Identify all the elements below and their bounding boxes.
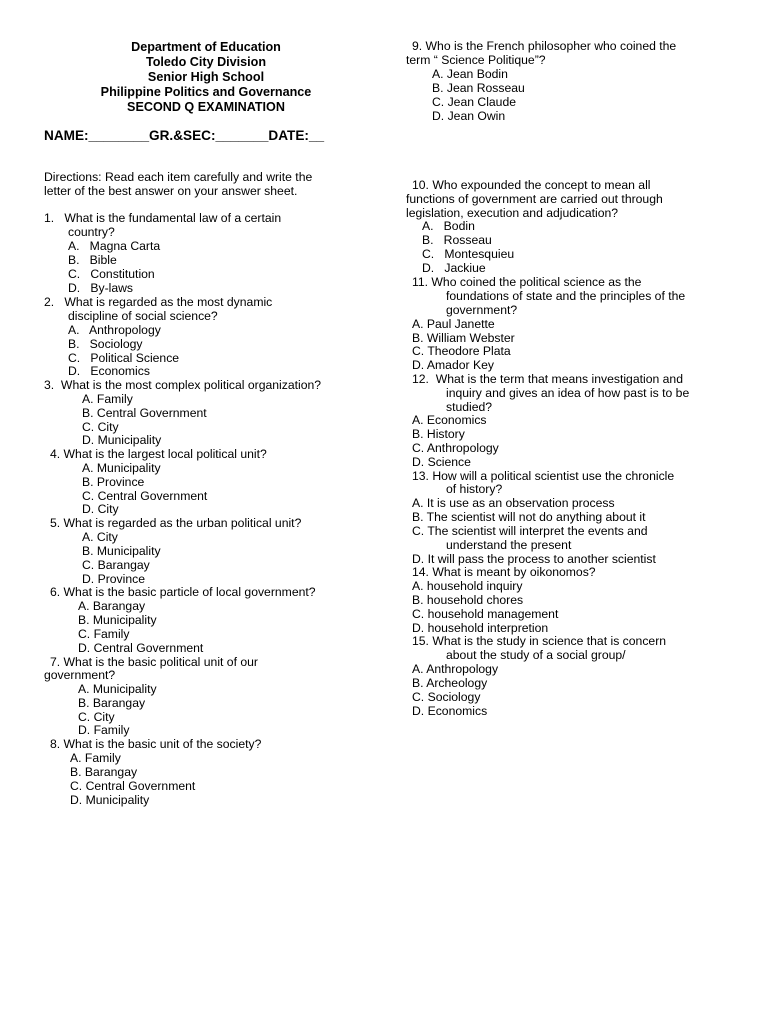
- header-subject: Philippine Politics and Governance: [100, 85, 312, 99]
- answer-choice: C. City: [82, 420, 119, 434]
- question-text: 2. What is regarded as the most dynamic: [44, 295, 273, 309]
- directions-line: letter of the best answer on your answer sheet.: [44, 184, 298, 198]
- answer-choice: C. Theodore Plata: [412, 344, 511, 358]
- question-text: 5. What is regarded as the urban political unit?: [50, 516, 302, 530]
- answer-choice: D. Science: [412, 455, 471, 469]
- answer-choice: D. Family: [78, 723, 130, 737]
- answer-choice: C. Jean Claude: [432, 95, 517, 109]
- answer-choice: A. Barangay: [78, 599, 146, 613]
- header-exam-title: [44, 100, 368, 115]
- answer-choice: B. Barangay: [78, 696, 146, 710]
- answer-choice: D. City: [82, 502, 119, 516]
- question-text: functions of government are carried out through: [406, 192, 663, 206]
- question-text: 10. Who expounded the concept to mean all: [412, 178, 651, 192]
- answer-choice: A. Magna Carta: [68, 239, 161, 253]
- directions-line: Directions: Read each item carefully and write the: [44, 170, 313, 184]
- header-school: Senior High School: [147, 70, 265, 84]
- answer-choice: B. Archeology: [412, 676, 488, 690]
- answer-choice: B. Barangay: [70, 765, 138, 779]
- answer-choice: C. Political Science: [68, 351, 180, 365]
- question-text: 11. Who coined the political science as the: [412, 275, 642, 289]
- answer-choice: C. Montesquieu: [422, 247, 515, 261]
- answer-choice: C. Anthropology: [412, 441, 499, 455]
- question-text: 9. Who is the French philosopher who coined the: [412, 39, 677, 53]
- answer-choice: A. City: [82, 530, 118, 544]
- question-text: government?: [44, 668, 116, 682]
- answer-choice: B. Bible: [68, 253, 117, 267]
- answer-choice: A. Jean Bodin: [432, 67, 508, 81]
- answer-choice: A. Anthropology: [68, 323, 161, 337]
- question-text: country?: [68, 225, 115, 239]
- question-text: 6. What is the basic particle of local government?: [50, 585, 316, 599]
- answer-choice: A. household inquiry: [412, 579, 523, 593]
- question-text: 15. What is the study in science that is concern: [412, 634, 667, 648]
- answer-choice: A. It is use as an observation process: [412, 496, 615, 510]
- exam-title-text: SECOND Q EXAMINATION: [127, 100, 285, 114]
- answer-choice: D. household interpretion: [412, 621, 549, 635]
- answer-choice: D. Municipality: [70, 793, 150, 807]
- question-text: term “ Science Politique”?: [406, 53, 546, 67]
- answer-choice: B. Municipality: [78, 613, 157, 627]
- answer-choice: A. Municipality: [82, 461, 161, 475]
- answer-choice: B. Municipality: [82, 544, 161, 558]
- answer-choice: B. The scientist will not do anything about it: [412, 510, 646, 524]
- answer-choice: D. Central Government: [78, 641, 204, 655]
- answer-choice: C. Sociology: [412, 690, 481, 704]
- answer-choice: C. household management: [412, 607, 559, 621]
- answer-choice: understand the present: [446, 538, 572, 552]
- answer-choice: B. Province: [82, 475, 145, 489]
- question-text: inquiry and gives an idea of how past is to be: [446, 386, 690, 400]
- question-text: 8. What is the basic unit of the society?: [50, 737, 262, 751]
- question-text: 1. What is the fundamental law of a certain: [44, 211, 282, 225]
- answer-choice: B. Central Government: [82, 406, 207, 420]
- answer-choice: D. It will pass the process to another scientist: [412, 552, 656, 566]
- question-text: studied?: [446, 400, 493, 414]
- answer-choice: C. Family: [78, 627, 130, 641]
- answer-choice: C. City: [78, 710, 115, 724]
- answer-choice: C. Constitution: [68, 267, 155, 281]
- answer-choice: C. The scientist will interpret the events and: [412, 524, 648, 538]
- question-text: discipline of social science?: [68, 309, 218, 323]
- question-text: about the study of a social group/: [446, 648, 626, 662]
- answer-choice: D. Economics: [412, 704, 488, 718]
- question-text: 3. What is the most complex political organization?: [44, 378, 322, 392]
- answer-choice: D. Amador Key: [412, 358, 494, 372]
- answer-choice: A. Economics: [412, 413, 487, 427]
- question-text: of history?: [446, 482, 503, 496]
- answer-choice: C. Barangay: [82, 558, 150, 572]
- header-department: Department of Education: [131, 40, 281, 54]
- answer-choice: D. Economics: [68, 364, 150, 378]
- name-line: NAME:________GR.&SEC:_______DATE:__: [44, 128, 325, 143]
- answer-choice: D. By-laws: [68, 281, 134, 295]
- answer-choice: C. Central Government: [70, 779, 196, 793]
- question-text: legislation, execution and adjudication?: [406, 206, 619, 220]
- answer-choice: A. Municipality: [78, 682, 157, 696]
- answer-choice: B. History: [412, 427, 465, 441]
- answer-choice: A. Anthropology: [412, 662, 499, 676]
- question-text: 7. What is the basic political unit of our: [50, 655, 258, 669]
- answer-choice: A. Paul Janette: [412, 317, 495, 331]
- answer-choice: B. Rosseau: [422, 233, 492, 247]
- answer-choice: B. William Webster: [412, 331, 515, 345]
- answer-choice: B. household chores: [412, 593, 524, 607]
- question-text: government?: [446, 303, 518, 317]
- answer-choice: A. Bodin: [422, 219, 475, 233]
- answer-choice: C. Central Government: [82, 489, 208, 503]
- answer-choice: D. Province: [82, 572, 145, 586]
- question-text: 13. How will a political scientist use the chronicle: [412, 469, 675, 483]
- answer-choice: D. Jean Owin: [432, 109, 506, 123]
- answer-choice: A. Family: [82, 392, 133, 406]
- answer-choice: B. Sociology: [68, 337, 143, 351]
- question-text: 4. What is the largest local political unit?: [50, 447, 267, 461]
- question-text: 12. What is the term that means investigation and: [412, 372, 683, 386]
- answer-choice: D. Jackiue: [422, 261, 486, 275]
- question-text: 14. What is meant by oikonomos?: [412, 565, 596, 579]
- question-text: foundations of state and the principles of the: [446, 289, 686, 303]
- answer-choice: A. Family: [70, 751, 121, 765]
- header-division: Toledo City Division: [145, 55, 267, 69]
- answer-choice: D. Municipality: [82, 433, 162, 447]
- answer-choice: B. Jean Rosseau: [432, 81, 525, 95]
